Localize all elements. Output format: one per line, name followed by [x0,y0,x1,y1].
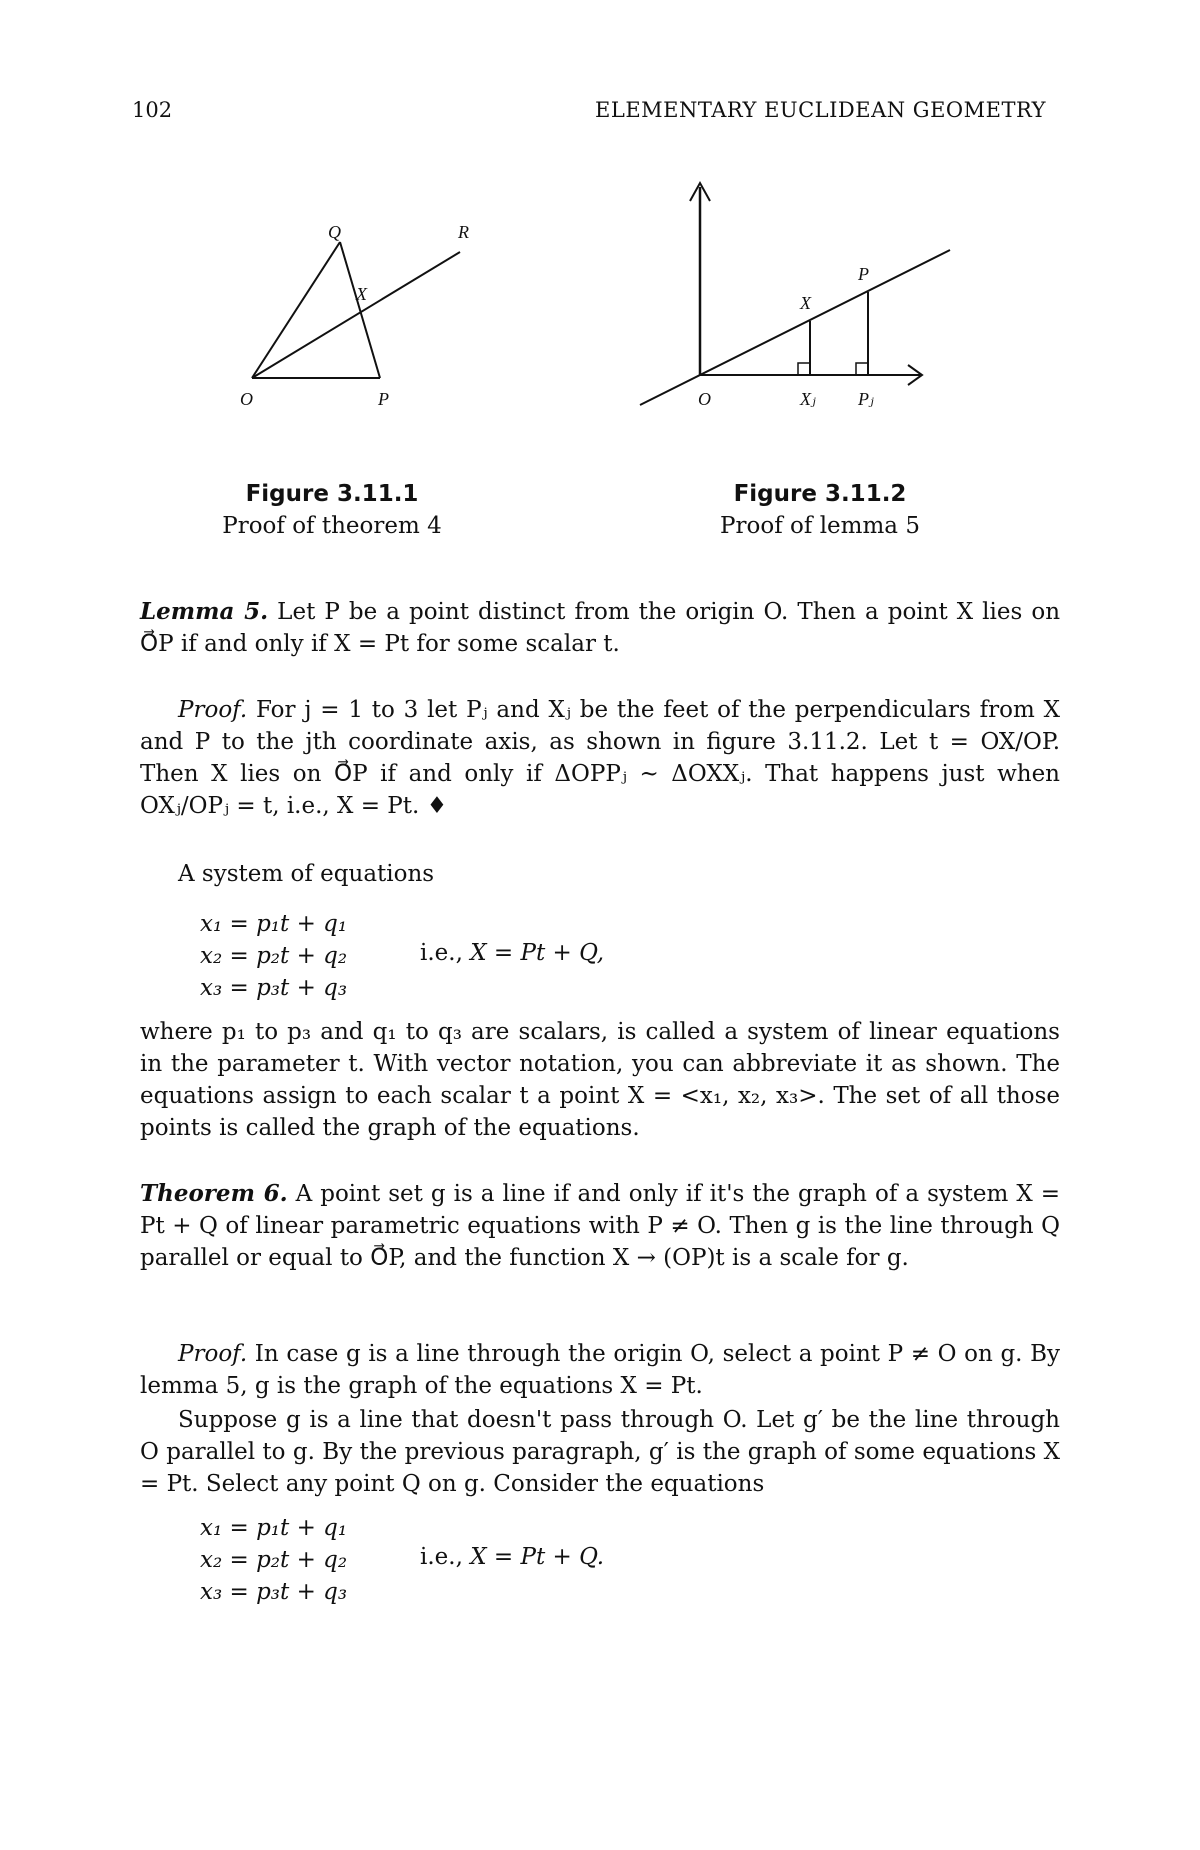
label-Pj: Pⱼ [858,389,874,409]
figure-3-11-1 [200,180,540,420]
segment-OQ [252,242,340,378]
figure-3-11-1-caption [182,478,482,542]
equation-line: x₃ = p₃t + q₃ [200,975,348,1001]
figure-title: Figure 3.11.1 [245,481,419,507]
line-through-O [640,250,950,405]
label-R: R [458,222,469,242]
system-intro: A system of equations [178,861,435,887]
ray-OR [252,252,460,378]
lemma-label: Lemma 5. [140,598,269,625]
figure-3-11-2 [630,165,970,425]
equation-line: x₃ = p₃t + q₃ [200,1579,348,1605]
figure-3-11-2-caption [670,478,970,542]
proof-text: For j = 1 to 3 let Pⱼ and Xⱼ be the feet of the perpendiculars from X and P to the jth coordinate axis, as shown in figure 3.11.2. Let t = OX/OP. Then X lies on O⃗P if and only if ΔOPPⱼ ~ ΔOXXⱼ. That happens just when OXⱼ/OPⱼ = t, i.e., X = Pt. ♦ [140,697,1060,819]
right-angle-marker-Xj [798,363,810,375]
equation-line: x₁ = p₁t + q₁ [200,1515,348,1541]
vector-equation: X = Pt + Q, [470,940,605,966]
lemma-text: Let P be a point distinct from the origin O. Then a point X lies on O⃗P if and only if X = Pt for some scalar t. [140,599,1061,657]
equation-system-1 [200,908,347,1004]
proof-label: Proof. [178,1341,248,1367]
equation-system-2 [200,1512,347,1608]
equation-line: x₁ = p₁t + q₁ [200,911,348,937]
ie-label: i.e., [420,940,463,966]
proof-label: Proof. [178,697,248,723]
label-Xj: Xⱼ [800,389,816,409]
paragraph-suppose: Suppose g is a line that doesn't pass through O. Let g′ be the line through O parallel to g. By the previous paragraph, g′ is the graph of some equations X = Pt. Select any point Q on g. Consider the equations [140,1407,1060,1497]
page-number: 102 [132,98,173,122]
lemma-5 [140,596,1060,660]
label-O: O [698,389,711,409]
theorem-text: A point set g is a line if and only if it's the graph of a system X = Pt + Q of linear parametric equations with P ≠ O. Then g is the line through Q parallel or equal to O⃗P, and the function X → (OP)t is a scale for g. [140,1181,1060,1271]
figure-caption-text: Proof of lemma 5 [720,513,920,539]
figure-title: Figure 3.11.2 [733,481,907,507]
label-X: X [800,293,811,313]
proof-text: In case g is a line through the origin O, select a point P ≠ O on g. By lemma 5, g is the graph of the equations X = Pt. [140,1341,1060,1399]
segment-QP [340,242,380,378]
label-P: P [378,389,389,409]
equation-line: x₂ = p₂t + q₂ [200,1547,348,1573]
proof-theorem-6 [140,1338,1060,1402]
label-X: X [356,284,367,304]
vector-equation: X = Pt + Q. [470,1544,605,1570]
right-angle-marker-Pj [856,363,868,375]
theorem-6 [140,1178,1060,1274]
label-O: O [240,389,253,409]
running-head: ELEMENTARY EUCLIDEAN GEOMETRY [595,98,1046,122]
equation-summary-1 [420,940,604,966]
equation-summary-2 [420,1544,604,1570]
theorem-label: Theorem 6. [140,1180,288,1207]
label-P: P [858,264,869,284]
ie-label: i.e., [420,1544,463,1570]
figure-caption-text: Proof of theorem 4 [222,513,442,539]
label-Q: Q [328,222,341,242]
paragraph-where: where p₁ to p₃ and q₁ to q₃ are scalars, is called a system of linear equations in the parameter t. With vector notation, you can abbreviate it as shown. The equations assign to each scalar t a point X = <x₁, x₂, x₃>. The set of all those points is called the graph of the equations. [140,1019,1060,1141]
equation-line: x₂ = p₂t + q₂ [200,943,348,969]
proof-lemma-5 [140,694,1060,822]
